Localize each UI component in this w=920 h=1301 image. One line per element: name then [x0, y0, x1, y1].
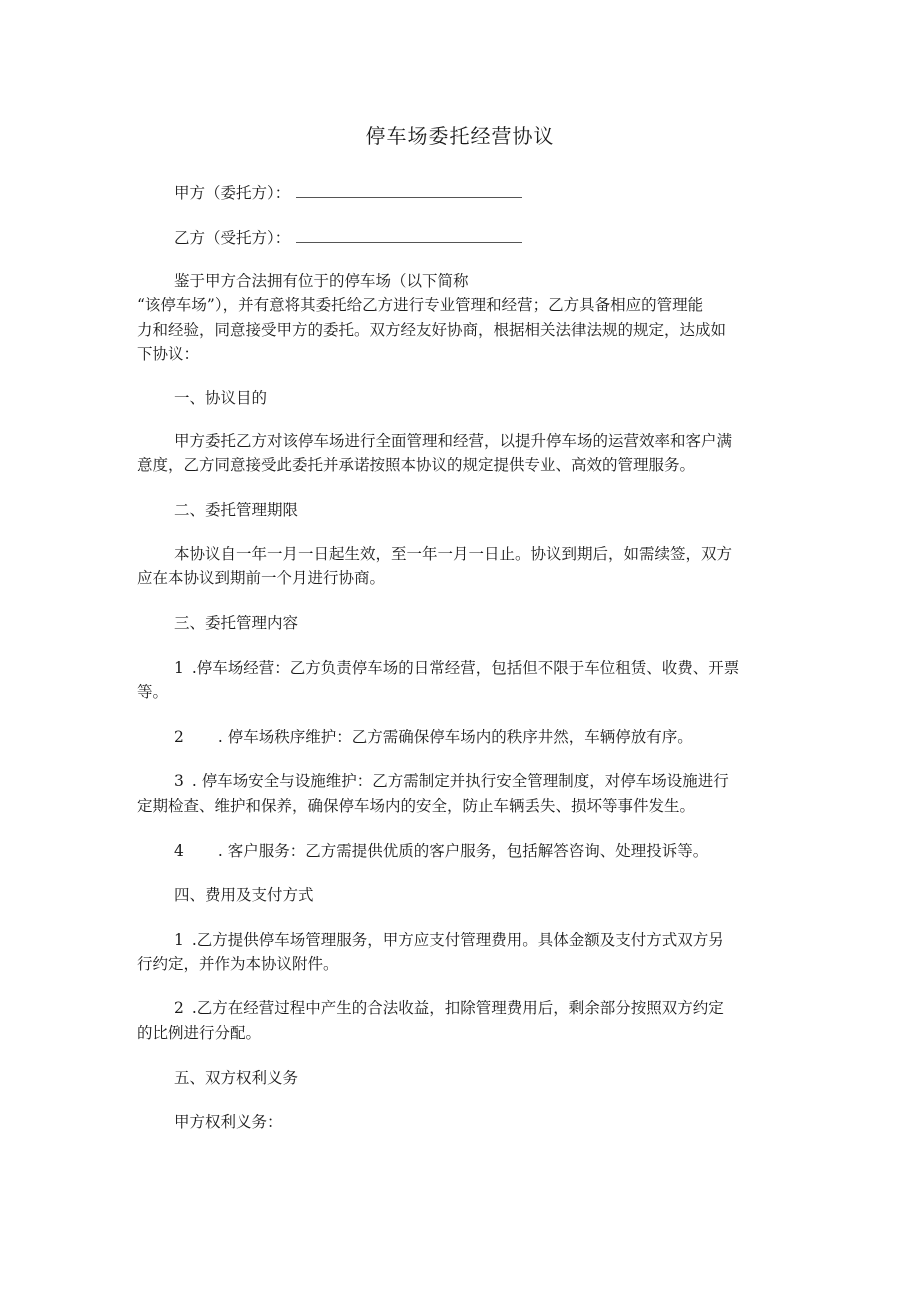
party-a-blank[interactable]	[296, 183, 522, 198]
section-4-item-1-line-2: 行约定，并作为本协议附件。	[137, 955, 339, 973]
item-text: .停车场经营：乙方负责停车场的日常经营，包括但不限于车位租赁、收费、开票	[191, 659, 740, 677]
section-1-line-2: 意度，乙方同意接受此委托并承诺按照本协议的规定提供专业、高效的管理服务。	[137, 456, 696, 474]
party-a-rights-heading: 甲方权利义务：	[174, 1113, 283, 1131]
section-2-heading: 二、委托管理期限	[174, 501, 299, 519]
item-text: . 停车场安全与设施维护：乙方需制定并执行安全管理制度，对停车场设施进行	[191, 772, 729, 790]
item-number: 1	[174, 659, 184, 677]
preamble-line-2: “该停车场”），并有意将其委托给乙方进行专业管理和经营；乙方具备相应的管理能	[137, 296, 704, 314]
preamble-line-4: 下协议：	[137, 345, 200, 363]
item-number: 1	[174, 931, 184, 949]
party-b-label: 乙方（受托方）：	[174, 229, 291, 247]
item-number: 2	[174, 728, 184, 746]
section-3-item-1-line-1	[174, 656, 783, 680]
item-number: 4	[174, 842, 184, 860]
section-3-item-4	[174, 839, 783, 863]
preamble-line-3: 力和经验，同意接受甲方的委托。双方经友好协商，根据相关法律法规的规定，达成如	[137, 321, 727, 339]
section-3-item-2	[174, 725, 783, 749]
section-3-item-3-line-1	[174, 769, 783, 793]
section-5-heading: 五、双方权利义务	[174, 1069, 299, 1087]
section-4-item-2-line-2: 的比例进行分配。	[137, 1024, 262, 1042]
section-3-heading: 三、委托管理内容	[174, 614, 299, 632]
section-1-heading: 一、协议目的	[174, 389, 268, 407]
item-number: 2	[174, 999, 184, 1017]
section-4-item-1-line-1	[174, 928, 783, 952]
item-text: .乙方在经营过程中产生的合法收益，扣除管理费用后，剩余部分按照双方约定	[191, 999, 724, 1017]
item-text: . 停车场秩序维护：乙方需确保停车场内的秩序井然，车辆停放有序。	[217, 728, 693, 746]
item-text: . 客户服务：乙方需提供优质的客户服务，包括解答咨询、处理投诉等。	[217, 842, 709, 860]
item-text: .乙方提供停车场管理服务，甲方应支付管理费用。具体金额及支付方式双方另	[191, 931, 724, 949]
section-1-line-1: 甲方委托乙方对该停车场进行全面管理和经营，以提升停车场的运营效率和客户满	[174, 432, 733, 450]
document-title: 停车场委托经营协议	[365, 124, 555, 148]
party-b-blank[interactable]	[296, 228, 522, 243]
party-a-line	[174, 181, 783, 205]
section-2-line-2: 应在本协议到期前一个月进行协商。	[137, 569, 386, 587]
section-2-line-1: 本协议自一年一月一日起生效，至一年一月一日止。协议到期后，如需续签，双方	[174, 545, 733, 563]
section-3-item-3-line-2: 定期检查、维护和保养，确保停车场内的安全，防止车辆丢失、损坏等事件发生。	[137, 797, 696, 815]
party-b-line	[174, 226, 783, 250]
section-3-item-1-line-2: 等。	[137, 683, 169, 701]
section-4-item-2-line-1	[174, 996, 783, 1020]
item-number: 3	[174, 772, 184, 790]
party-a-label: 甲方（委托方）：	[174, 184, 291, 202]
preamble-line-1: 鉴于甲方合法拥有位于的停车场（以下简称	[174, 272, 469, 290]
section-4-heading: 四、费用及支付方式	[174, 886, 314, 904]
